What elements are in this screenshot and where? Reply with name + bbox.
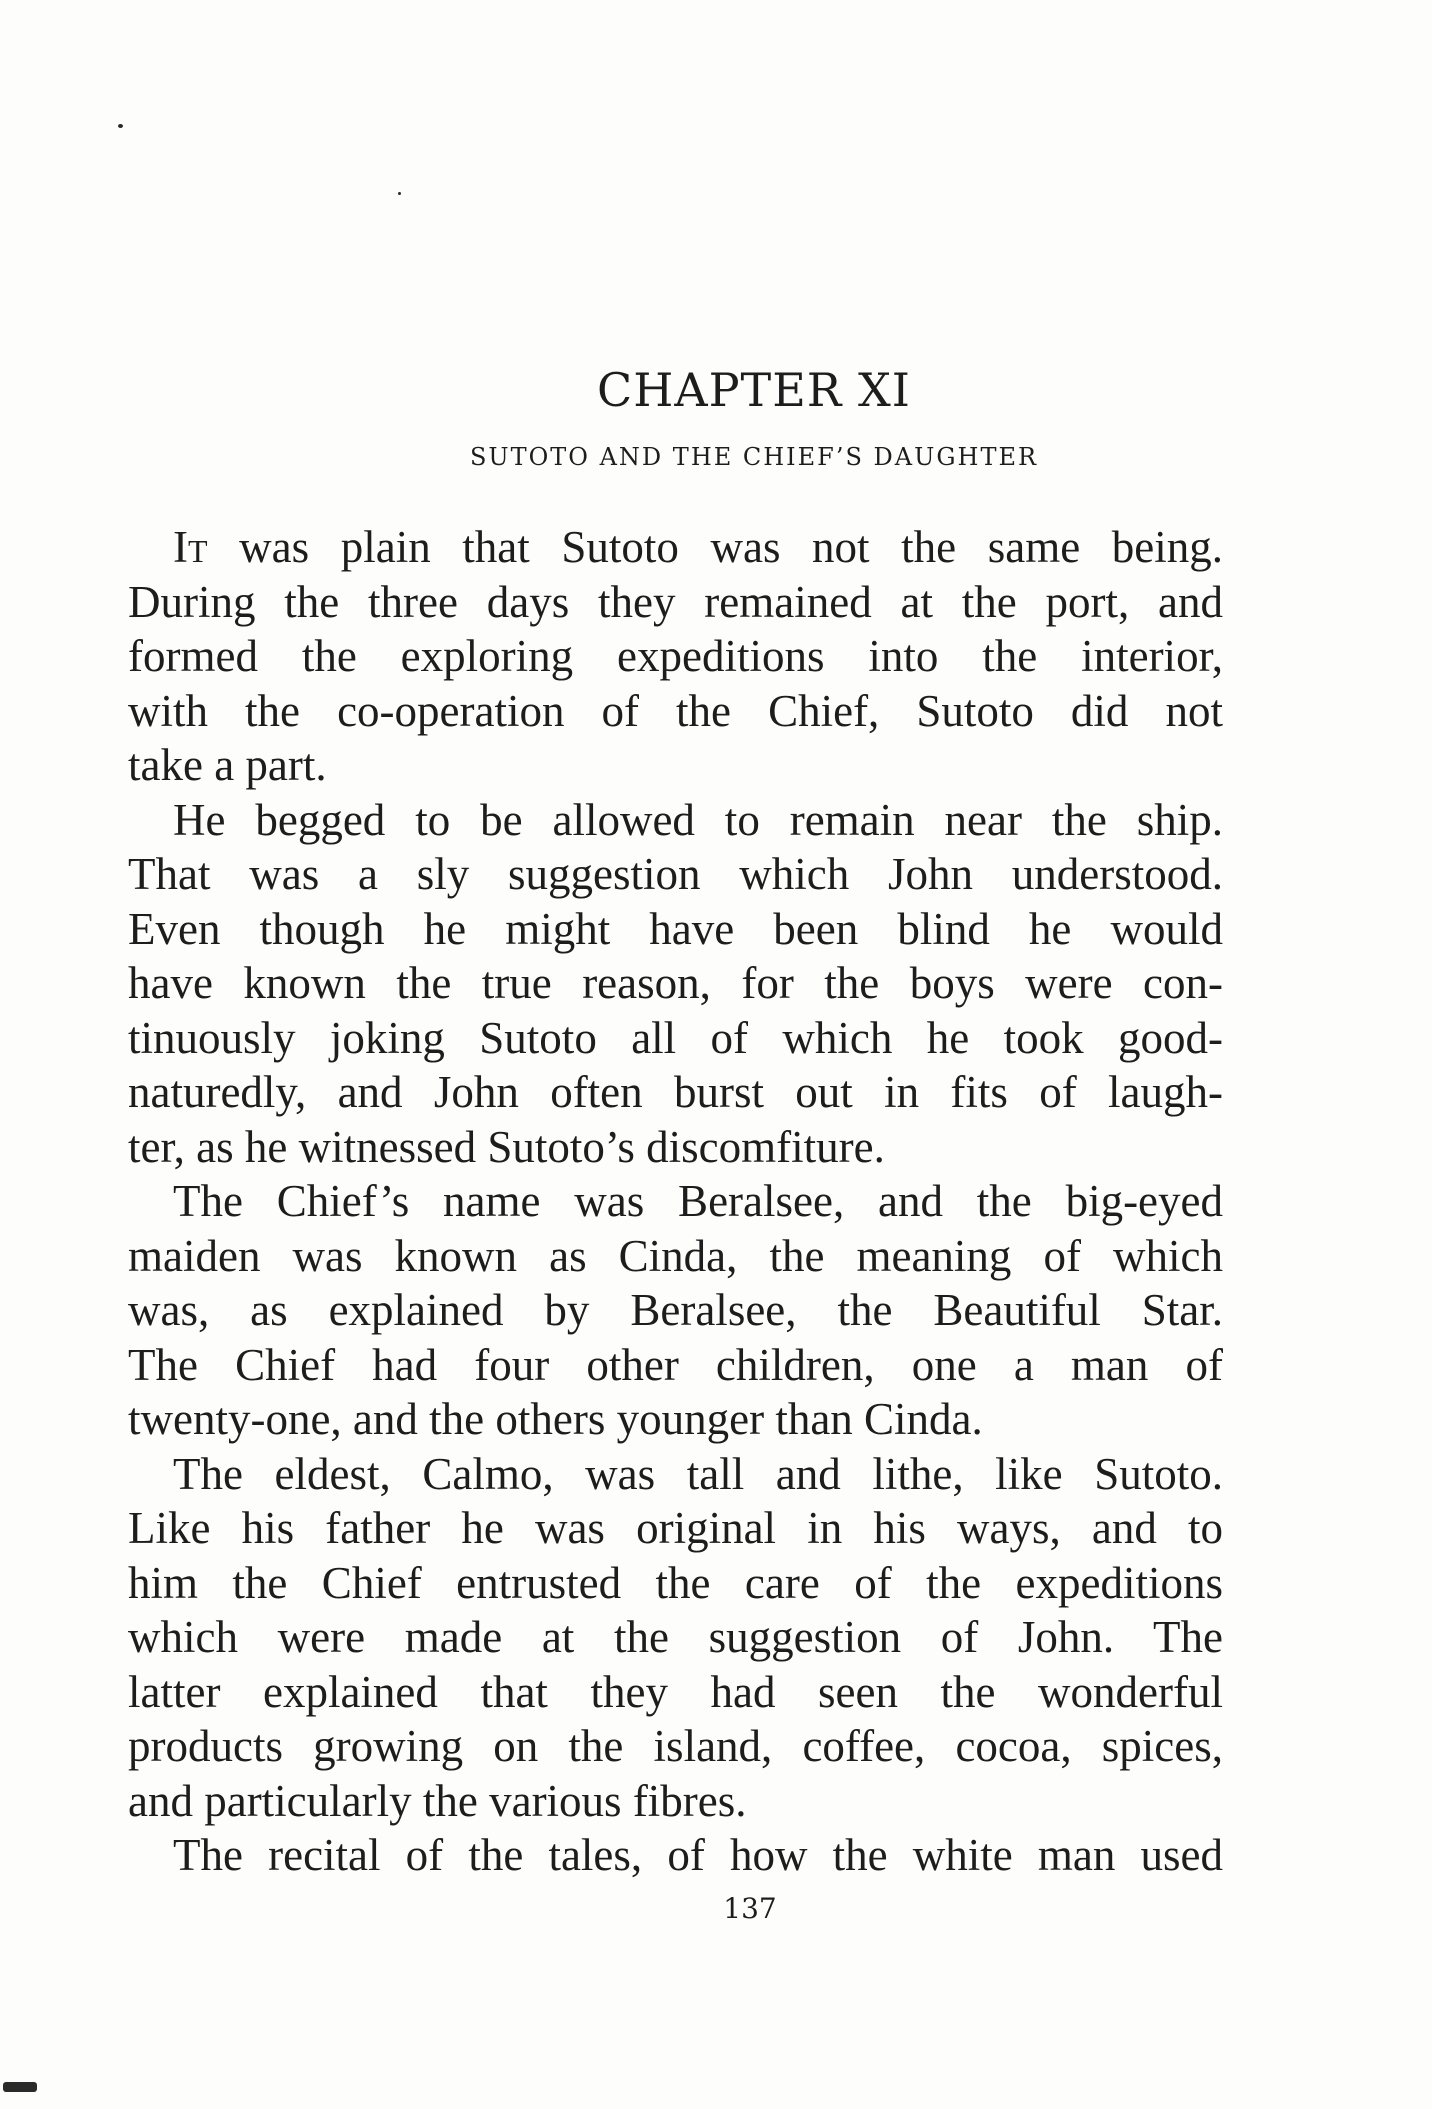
text-line: maiden was known as Cinda, the meaning of which	[128, 1230, 1223, 1281]
text-line: During the three days they remained at the port, and	[128, 576, 1223, 627]
text-line: formed the exploring expeditions into the interior,	[128, 631, 1223, 681]
chapter-subtitle: SUTOTO AND THE CHIEF’S DAUGHTER	[469, 443, 1039, 471]
text-line: latter explained that they had seen the wonderful	[128, 1666, 1223, 1717]
text-line: He begged to be allowed to remain near the ship.	[173, 794, 1223, 845]
text-line: The recital of the tales, of how the white man used	[173, 1830, 1223, 1880]
page-number: 137	[723, 1892, 777, 1925]
text-line: have known the true reason, for the boys were con-	[128, 958, 1223, 1008]
drop-lead-word: It	[173, 522, 208, 572]
scan-speck	[3, 2082, 37, 2092]
text-line: twenty-one, and the others younger than Cinda.	[128, 1394, 983, 1444]
text-line: It was plain that Sutoto was not the same being.	[173, 522, 1223, 572]
text-line: naturedly, and John often burst out in fits of laugh-	[128, 1067, 1223, 1117]
text-line: products growing on the island, coffee, cocoa, spices,	[128, 1721, 1223, 1771]
text-line: The Chief had four other children, one a man of	[128, 1339, 1223, 1390]
text-line: Like his father he was original in his ways, and to	[128, 1503, 1223, 1553]
text-line: The eldest, Calmo, was tall and lithe, like Sutoto.	[173, 1448, 1223, 1499]
text-line: ter, as he witnessed Sutoto’s discomfiture.	[128, 1121, 885, 1172]
text-line: The Chief’s name was Beralsee, and the big-eyed	[173, 1176, 1223, 1226]
text-line: Even though he might have been blind he would	[128, 903, 1223, 954]
chapter-body	[128, 520, 1223, 1883]
scan-speck	[398, 192, 401, 195]
text-line: take a part.	[128, 740, 327, 790]
text-line: with the co-operation of the Chief, Sutoto did not	[128, 685, 1223, 736]
text-line: which were made at the suggestion of John. The	[128, 1612, 1223, 1662]
text-line: and particularly the various fibres.	[128, 1775, 747, 1826]
scan-speck	[118, 124, 123, 128]
text-line: That was a sly suggestion which John understood.	[128, 849, 1223, 899]
text-line: tinuously joking Sutoto all of which he took good-	[128, 1012, 1223, 1063]
text-line: was, as explained by Beralsee, the Beautiful Star.	[128, 1285, 1223, 1335]
chapter-title: CHAPTER XI	[597, 362, 911, 417]
text-line: him the Chief entrusted the care of the expeditions	[128, 1557, 1223, 1608]
